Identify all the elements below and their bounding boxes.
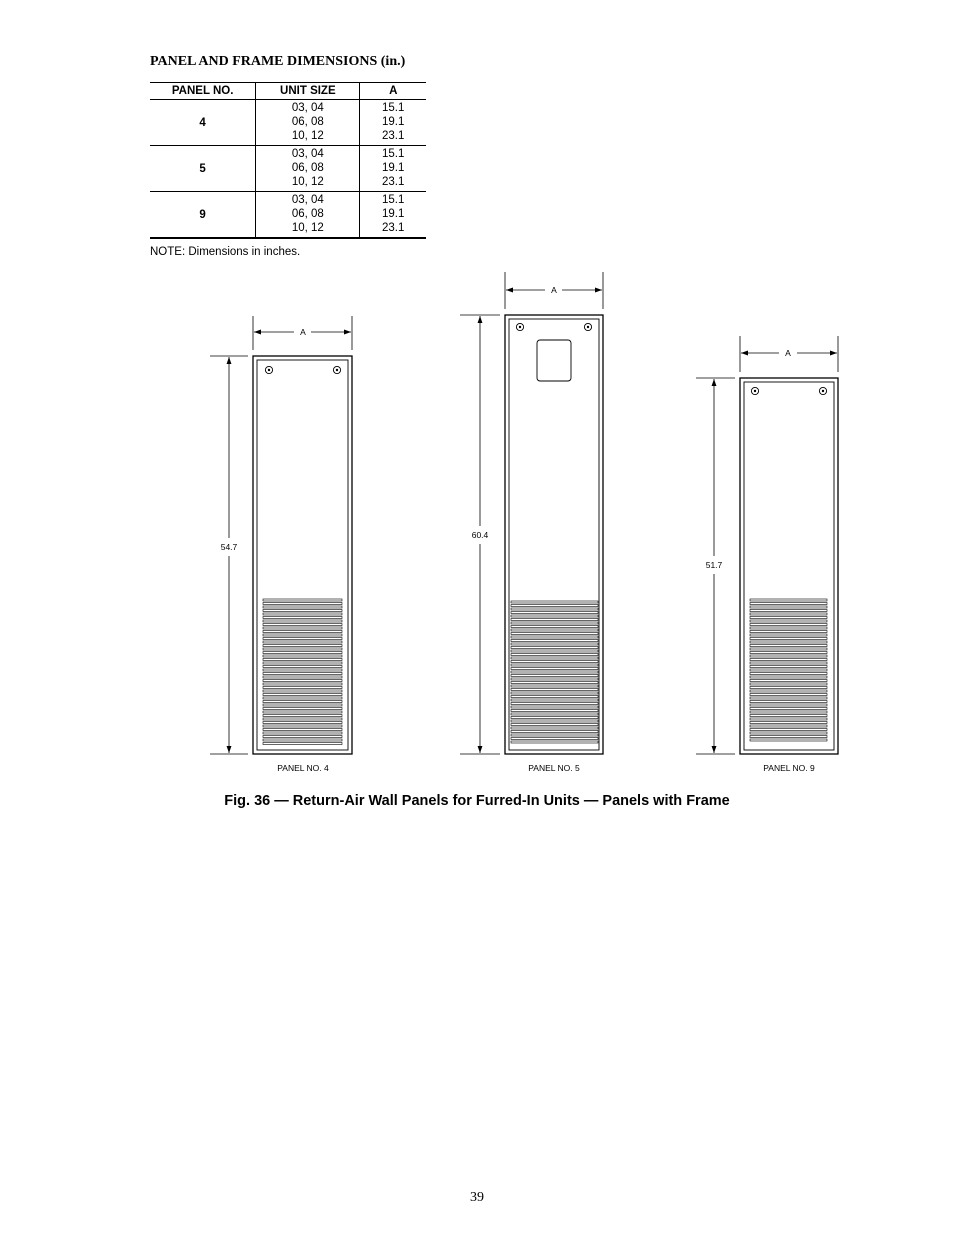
panel-4-louvers: [263, 599, 342, 745]
louver-slat: [750, 610, 827, 612]
louver-slat: [750, 708, 827, 710]
louver-slat: [263, 683, 342, 685]
louver-slat: [750, 599, 827, 601]
louver-slat: [263, 711, 342, 713]
unit-size: 10, 12: [291, 176, 324, 188]
panel-number: 4: [199, 116, 206, 129]
unit-size: 06, 08: [291, 208, 324, 220]
louver-slat: [511, 661, 598, 663]
louver-slat: [750, 683, 827, 685]
unit-size: 06, 08: [291, 116, 324, 128]
louver-slat: [750, 718, 827, 720]
louver-slat: [750, 617, 827, 619]
louver-slat: [750, 739, 827, 741]
louver-slat: [511, 710, 598, 712]
louver-slat: [511, 636, 598, 638]
louver-slat: [750, 659, 827, 661]
panel-4-drawing: [210, 316, 352, 773]
panel-label: PANEL NO. 4: [277, 763, 329, 773]
louver-slat: [511, 601, 598, 603]
louver-slat: [511, 696, 598, 698]
louver-slat: [263, 690, 342, 692]
louver-slat: [263, 708, 342, 710]
louver-slat: [511, 717, 598, 719]
louver-slat: [263, 687, 342, 689]
louver-slat: [750, 697, 827, 699]
louver-slat: [263, 631, 342, 633]
louver-slat: [511, 668, 598, 670]
width-dimension-label: A: [300, 327, 306, 337]
a-value: 19.1: [382, 162, 405, 174]
louver-slat: [511, 738, 598, 740]
louver-slat: [511, 622, 598, 624]
louver-slat: [511, 615, 598, 617]
col-header-unit-size: UNIT SIZE: [256, 83, 360, 100]
table-note: NOTE: Dimensions in inches.: [150, 246, 301, 258]
louver-slat: [750, 620, 827, 622]
louver-slat: [750, 652, 827, 654]
louver-slat: [750, 624, 827, 626]
width-dimension-label: A: [785, 348, 791, 358]
panel-number: 5: [150, 146, 256, 192]
louver-slat: [263, 627, 342, 629]
louver-slat: [511, 689, 598, 691]
a-value: 23.1: [382, 176, 405, 188]
louver-slat: [750, 603, 827, 605]
louver-slat: [750, 722, 827, 724]
louver-slat: [511, 685, 598, 687]
louver-slat: [511, 682, 598, 684]
louver-slat: [750, 694, 827, 696]
panel-number: 9: [150, 192, 256, 239]
col-header-a: A: [360, 83, 426, 100]
louver-slat: [511, 720, 598, 722]
louver-slat: [750, 627, 827, 629]
louver-slat: [263, 694, 342, 696]
col-header-panel-no: PANEL NO.: [150, 83, 256, 100]
panel-5-louvers: [511, 601, 598, 743]
louver-slat: [511, 643, 598, 645]
louver-slat: [263, 610, 342, 612]
louver-slat: [263, 662, 342, 664]
width-dimension-label: A: [551, 285, 557, 295]
louver-slat: [750, 680, 827, 682]
height-dimension-label: 54.7: [220, 542, 238, 552]
louver-slat: [263, 718, 342, 720]
louver-slat: [750, 606, 827, 608]
louver-slat: [263, 669, 342, 671]
louver-slat: [750, 645, 827, 647]
unit-size: 10, 12: [291, 130, 324, 142]
louver-slat: [511, 692, 598, 694]
louver-slat: [750, 638, 827, 640]
panel-9-face: [744, 382, 834, 750]
louver-slat: [263, 715, 342, 717]
louver-slat: [263, 624, 342, 626]
table-title: PANEL AND FRAME DIMENSIONS (in.): [150, 54, 406, 69]
louver-slat: [511, 605, 598, 607]
panel-5-face: [509, 319, 599, 750]
height-dimension-label: 60.4: [471, 530, 489, 540]
louver-slat: [263, 704, 342, 706]
louver-slat: [263, 701, 342, 703]
louver-slat: [750, 676, 827, 678]
a-value: 23.1: [382, 222, 405, 234]
louver-slat: [511, 678, 598, 680]
louver-slat: [750, 704, 827, 706]
louver-slat: [263, 620, 342, 622]
unit-size: 03, 04: [291, 102, 324, 114]
louver-slat: [750, 666, 827, 668]
louver-slat: [263, 722, 342, 724]
louver-slat: [511, 734, 598, 736]
panel-label: PANEL NO. 5: [528, 763, 580, 773]
louver-slat: [750, 732, 827, 734]
louver-slat: [263, 729, 342, 731]
louver-slat: [511, 633, 598, 635]
louver-slat: [750, 641, 827, 643]
louver-slat: [511, 657, 598, 659]
page-number: 39: [470, 1190, 484, 1205]
louver-slat: [263, 732, 342, 734]
unit-size: 06, 08: [291, 162, 324, 174]
louver-slat: [750, 648, 827, 650]
louver-slat: [511, 724, 598, 726]
louver-slat: [750, 687, 827, 689]
louver-slat: [511, 619, 598, 621]
louver-slat: [511, 640, 598, 642]
louver-slat: [263, 606, 342, 608]
louver-slat: [511, 741, 598, 743]
louver-slat: [263, 599, 342, 601]
louver-slat: [750, 655, 827, 657]
louver-slat: [750, 662, 827, 664]
figure-caption: Fig. 36 — Return-Air Wall Panels for Furred-In Units — Panels with Frame: [224, 793, 730, 809]
louver-slat: [263, 648, 342, 650]
louver-slat: [511, 608, 598, 610]
louver-slat: [263, 673, 342, 675]
louver-slat: [511, 647, 598, 649]
louver-slat: [511, 713, 598, 715]
louver-slat: [263, 641, 342, 643]
louver-slat: [750, 690, 827, 692]
screw-icon: [584, 323, 591, 330]
louver-slat: [750, 715, 827, 717]
louver-slat: [750, 736, 827, 738]
louver-slat: [263, 613, 342, 615]
louver-slat: [263, 603, 342, 605]
a-value: 23.1: [382, 130, 405, 142]
louver-slat: [263, 655, 342, 657]
louver-slat: [750, 613, 827, 615]
louver-slat: [511, 664, 598, 666]
louver-slat: [263, 617, 342, 619]
a-value: 15.1: [382, 148, 405, 160]
panel-label: PANEL NO. 9: [763, 763, 815, 773]
a-value: 15.1: [382, 194, 405, 206]
louver-slat: [511, 654, 598, 656]
panel-5-drawing: [460, 272, 603, 773]
louver-slat: [263, 666, 342, 668]
a-value: 19.1: [382, 116, 405, 128]
louver-slat: [511, 671, 598, 673]
louver-slat: [511, 699, 598, 701]
a-value: 19.1: [382, 208, 405, 220]
louver-slat: [263, 676, 342, 678]
panel-4-face: [257, 360, 348, 750]
louver-slat: [263, 652, 342, 654]
screw-icon: [516, 323, 523, 330]
unit-size: 03, 04: [291, 148, 324, 160]
access-door: [537, 340, 571, 381]
louver-slat: [511, 629, 598, 631]
louver-slat: [511, 731, 598, 733]
panel-9-drawing: [696, 336, 838, 773]
louver-slat: [263, 634, 342, 636]
louver-slat: [750, 634, 827, 636]
louver-slat: [263, 739, 342, 741]
louver-slat: [511, 727, 598, 729]
louver-slat: [750, 631, 827, 633]
louver-slat: [263, 659, 342, 661]
louver-slat: [263, 680, 342, 682]
louver-slat: [750, 729, 827, 731]
louver-slat: [263, 743, 342, 745]
louver-slat: [511, 706, 598, 708]
panel-9-louvers: [750, 599, 827, 741]
louver-slat: [263, 638, 342, 640]
louver-slat: [750, 711, 827, 713]
louver-slat: [263, 736, 342, 738]
louver-slat: [750, 673, 827, 675]
screw-icon: [751, 387, 758, 394]
louver-slat: [263, 725, 342, 727]
louver-slat: [511, 626, 598, 628]
louver-slat: [511, 675, 598, 677]
louver-slat: [750, 669, 827, 671]
louver-slat: [263, 697, 342, 699]
louver-slat: [750, 725, 827, 727]
louver-slat: [511, 650, 598, 652]
panel-9-frame: [740, 378, 838, 754]
louver-slat: [750, 701, 827, 703]
screw-icon: [333, 366, 340, 373]
screw-icon: [265, 366, 272, 373]
unit-size: 10, 12: [291, 222, 324, 234]
height-dimension-label: 51.7: [705, 560, 723, 570]
panel-4-frame: [253, 356, 352, 754]
screw-icon: [819, 387, 826, 394]
unit-size: 03, 04: [291, 194, 324, 206]
louver-slat: [511, 703, 598, 705]
louver-slat: [511, 612, 598, 614]
a-value: 15.1: [382, 102, 405, 114]
louver-slat: [263, 645, 342, 647]
